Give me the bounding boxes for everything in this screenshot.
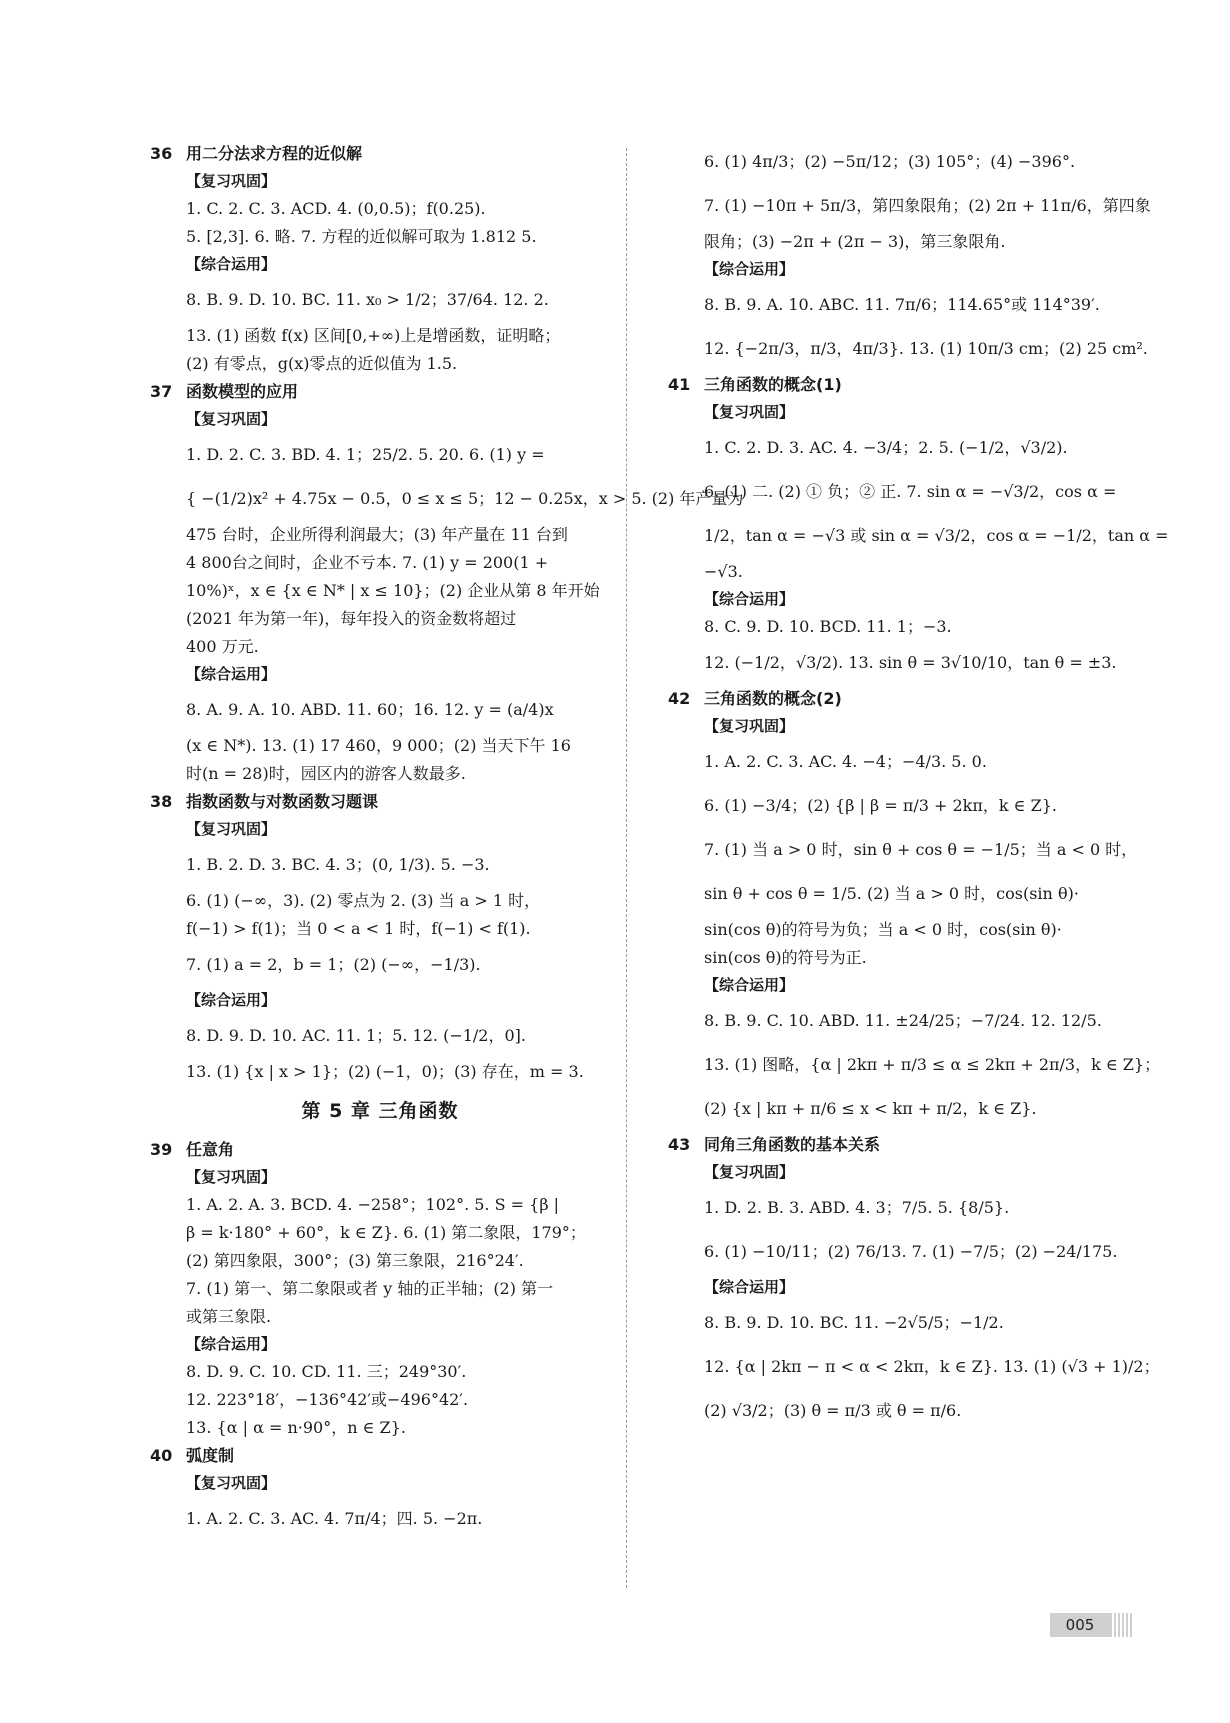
page-number: 005 xyxy=(1065,1616,1095,1634)
section-title: 三角函数的概念(2) xyxy=(704,689,842,708)
answer-line: 12. (−1/2，√3/2). 13. sin θ = 3√10/10，tan θ = ±3. xyxy=(704,653,1117,672)
section-heading xyxy=(668,685,1098,713)
subsection-label: 【复习巩固】 xyxy=(704,403,795,421)
subsection-label: 【复习巩固】 xyxy=(186,820,277,838)
answer-line: 12. 223°18′，−136°42′或−496°42′. xyxy=(186,1390,469,1409)
answer-line: 8. D. 9. D. 10. AC. 11. 1；5. 12. (−1/2，0]. xyxy=(186,1026,526,1045)
subsection-label: 【复习巩固】 xyxy=(186,410,277,428)
answer-line: 7. (1) −10π + 5π/3，第四象限角；(2) 2π + 11π/6，第四象 xyxy=(704,196,1151,215)
right-column xyxy=(668,140,1169,1433)
answer-line: 13. (1) 函数 f(x) 区间[0,+∞)上是增函数，证明略； xyxy=(186,326,561,345)
section-number: 36 xyxy=(150,144,173,163)
chapter-title: 第 5 章 三角函数 xyxy=(301,1100,459,1122)
section-heading xyxy=(150,378,610,406)
left-column xyxy=(150,140,744,1541)
answer-line: 7. (1) 第一、第二象限或者 y 轴的正半轴；(2) 第一 xyxy=(186,1279,554,1298)
subsection-label: 【复习巩固】 xyxy=(186,1474,277,1492)
answer-line: sin(cos θ)的符号为正. xyxy=(704,948,867,967)
answer-line: 8. B. 9. D. 10. BC. 11. −2√5/5；−1/2. xyxy=(704,1313,1004,1332)
subsection-label: 【复习巩固】 xyxy=(186,172,277,190)
answer-line: 6. (1) −3/4；(2) {β | β = π/3 + 2kπ，k ∈ Z}. xyxy=(704,796,1057,815)
section-title: 指数函数与对数函数习题课 xyxy=(186,792,379,811)
section-heading xyxy=(150,788,610,816)
answer-line: 1. A. 2. C. 3. AC. 4. 7π/4；四. 5. −2π. xyxy=(186,1509,483,1528)
answer-line: 10%)ˣ，x ∈ {x ∈ N* | x ≤ 10}；(2) 企业从第 8 年开始 xyxy=(186,581,600,600)
answer-line: 12. {α | 2kπ − π < α < 2kπ，k ∈ Z}. 13. (1) (√3 + 1)/2； xyxy=(704,1357,1160,1376)
section-number: 37 xyxy=(150,382,173,401)
section-number: 41 xyxy=(668,375,691,394)
section-title: 弧度制 xyxy=(186,1446,235,1465)
answer-line: 475 台时，企业所得利润最大；(3) 年产量在 11 台到 xyxy=(186,525,568,544)
answer-line: f(−1) > f(1)；当 0 < a < 1 时，f(−1) < f(1). xyxy=(186,919,531,938)
answer-line: 13. {α | α = n·90°，n ∈ Z}. xyxy=(186,1418,406,1437)
section-title: 函数模型的应用 xyxy=(186,382,299,401)
answer-line: sin θ + cos θ = 1/5. (2) 当 a > 0 时，cos(sin θ)· xyxy=(704,884,1079,903)
answer-line: 8. A. 9. A. 10. ABD. 11. 60；16. 12. y = (a/4)x xyxy=(186,700,554,719)
subsection-label: 【综合运用】 xyxy=(186,255,277,273)
answer-line: 6. (1) 4π/3；(2) −5π/12；(3) 105°；(4) −396°. xyxy=(704,152,1076,171)
column-divider xyxy=(626,148,627,1588)
answer-line: 时(n = 28)时，园区内的游客人数最多. xyxy=(186,764,466,783)
section-number: 40 xyxy=(150,1446,173,1465)
answer-line: (2) {x | kπ + π/6 ≤ x < kπ + π/2，k ∈ Z}. xyxy=(704,1099,1037,1118)
answer-line: (2) 有零点，g(x)零点的近似值为 1.5. xyxy=(186,354,458,373)
subsection-label: 【复习巩固】 xyxy=(704,1163,795,1181)
answer-line: 1. A. 2. A. 3. BCD. 4. −258°；102°. 5. S = {β | xyxy=(186,1195,560,1214)
subsection-label: 【综合运用】 xyxy=(704,260,795,278)
answer-line: 1. D. 2. B. 3. ABD. 4. 3；7/5. 5. {8/5}. xyxy=(704,1198,1010,1217)
answer-line: 8. D. 9. C. 10. CD. 11. 三；249°30′. xyxy=(186,1362,467,1381)
answer-line: 1. C. 2. C. 3. ACD. 4. (0,0.5)；f(0.25). xyxy=(186,199,486,218)
answer-line: 限角；(3) −2π + (2π − 3)，第三象限角. xyxy=(704,232,1006,251)
answer-line: 1. B. 2. D. 3. BC. 4. 3；(0, 1/3). 5. −3. xyxy=(186,855,490,874)
page-number-stripes xyxy=(1112,1613,1134,1637)
section-number: 38 xyxy=(150,792,173,811)
answer-line: 5. [2,3]. 6. 略. 7. 方程的近似解可取为 1.812 5. xyxy=(186,227,537,246)
answer-line: β = k·180° + 60°，k ∈ Z}. 6. (1) 第二象限，179°； xyxy=(186,1223,586,1242)
answer-line: 6. (1) 二. (2) ① 负；② 正. 7. sin α = −√3/2，cos α = xyxy=(704,482,1117,501)
answer-line: 6. (1) (−∞，3). (2) 零点为 2. (3) 当 a > 1 时， xyxy=(186,891,541,910)
subsection-label: 【复习巩固】 xyxy=(186,1168,277,1186)
answer-line: 6. (1) −10/11；(2) 76/13. 7. (1) −7/5；(2) −24/175. xyxy=(704,1242,1118,1261)
subsection-label: 【综合运用】 xyxy=(704,590,795,608)
answer-line: 8. B. 9. D. 10. BC. 11. x₀ > 1/2；37/64. 12. 2. xyxy=(186,290,549,309)
subsection-label: 【复习巩固】 xyxy=(704,717,795,735)
section-heading xyxy=(150,1442,610,1470)
answer-line: (2021 年为第一年)，每年投入的资金数将超过 xyxy=(186,609,517,628)
subsection-label: 【综合运用】 xyxy=(704,976,795,994)
answer-line: 12. {−2π/3，π/3，4π/3}. 13. (1) 10π/3 cm；(2) 25 cm². xyxy=(704,339,1148,358)
answer-line: 1. A. 2. C. 3. AC. 4. −4；−4/3. 5. 0. xyxy=(704,752,987,771)
section-heading xyxy=(668,1131,1098,1159)
section-number: 43 xyxy=(668,1135,691,1154)
section-heading xyxy=(668,371,1098,399)
section-heading xyxy=(150,1136,610,1164)
answer-line: −√3. xyxy=(704,562,743,581)
answer-line: 7. (1) a = 2，b = 1；(2) (−∞，−1/3). xyxy=(186,955,481,974)
answer-line: 7. (1) 当 a > 0 时，sin θ + cos θ = −1/5；当 a < 0 时， xyxy=(704,840,1138,859)
answer-line: 1/2，tan α = −√3 或 sin α = √3/2，cos α = −1/2，tan α = xyxy=(704,526,1169,545)
section-title: 三角函数的概念(1) xyxy=(704,375,842,394)
answer-line: 1. D. 2. C. 3. BD. 4. 1；25/2. 5. 20. 6. (1) y = xyxy=(186,445,545,464)
answer-line: (x ∈ N*). 13. (1) 17 460，9 000；(2) 当天下午 16 xyxy=(186,736,571,755)
section-title: 用二分法求方程的近似解 xyxy=(186,144,363,163)
section-title: 任意角 xyxy=(186,1140,235,1159)
answer-line: 或第三象限. xyxy=(186,1307,272,1326)
answer-line: 8. B. 9. A. 10. ABC. 11. 7π/6；114.65°或 114°39′. xyxy=(704,295,1100,314)
subsection-label: 【综合运用】 xyxy=(186,991,277,1009)
section-number: 39 xyxy=(150,1140,173,1159)
answer-line: 1. C. 2. D. 3. AC. 4. −3/4；2. 5. (−1/2，√3/2). xyxy=(704,438,1068,457)
answer-line: 13. (1) {x | x > 1}；(2) (−1，0)；(3) 存在，m = 3. xyxy=(186,1062,584,1081)
section-number: 42 xyxy=(668,689,691,708)
section-heading xyxy=(150,140,610,168)
answer-line: { −(1/2)x² + 4.75x − 0.5，0 ≤ x ≤ 5；12 − 0.25x，x > 5. (2) 年产量为 xyxy=(186,489,744,508)
answer-line: 8. B. 9. C. 10. ABD. 11. ±24/25；−7/24. 12. 12/5. xyxy=(704,1011,1102,1030)
answer-line: 4 800台之间时，企业不亏本. 7. (1) y = 200(1 + xyxy=(186,553,549,572)
section-title: 同角三角函数的基本关系 xyxy=(704,1135,881,1154)
subsection-label: 【综合运用】 xyxy=(704,1278,795,1296)
answer-line: (2) √3/2；(3) θ = π/3 或 θ = π/6. xyxy=(704,1401,962,1420)
answer-line: sin(cos θ)的符号为负；当 a < 0 时，cos(sin θ)· xyxy=(704,920,1062,939)
answer-line: 8. C. 9. D. 10. BCD. 11. 1；−3. xyxy=(704,617,952,636)
subsection-label: 【综合运用】 xyxy=(186,1335,277,1353)
subsection-label: 【综合运用】 xyxy=(186,665,277,683)
answer-line: 400 万元. xyxy=(186,637,259,656)
answer-line: 13. (1) 图略，{α | 2kπ + π/3 ≤ α ≤ 2kπ + 2π/3，k ∈ Z}； xyxy=(704,1055,1161,1074)
answer-line: (2) 第四象限，300°；(3) 第三象限，216°24′. xyxy=(186,1251,524,1270)
